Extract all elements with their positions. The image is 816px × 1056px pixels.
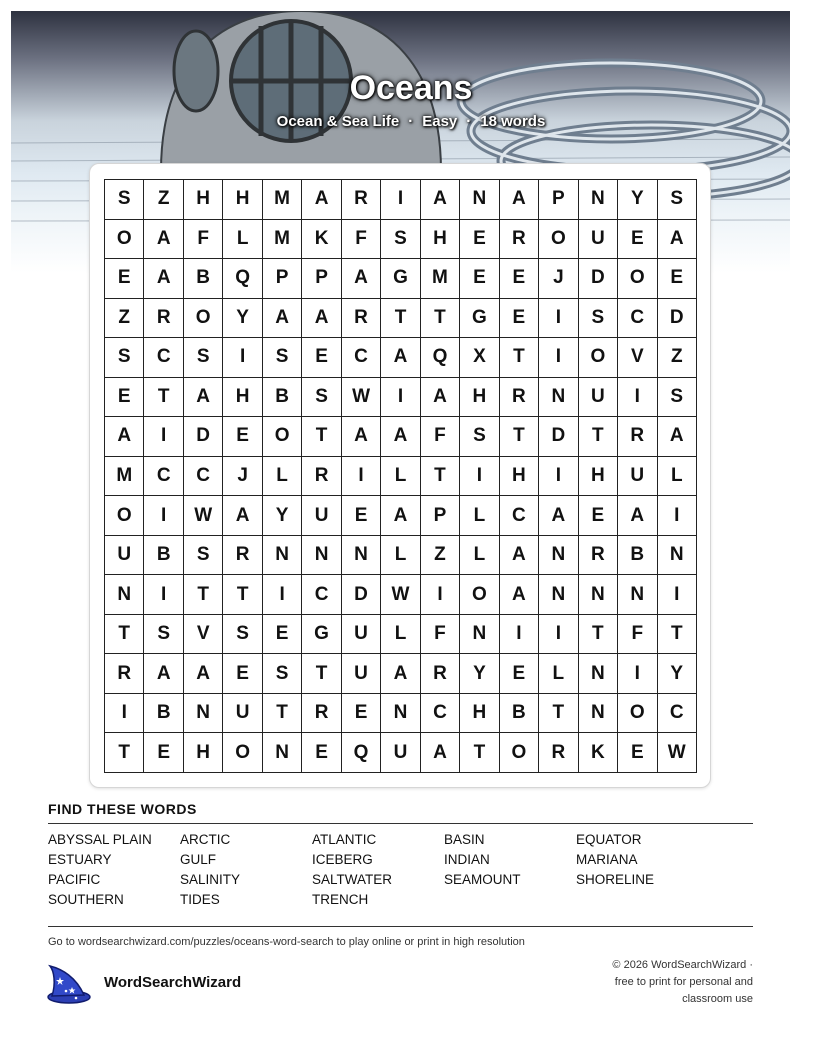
grid-cell[interactable]: P — [421, 496, 460, 536]
grid-cell[interactable]: E — [144, 733, 183, 773]
grid-cell[interactable]: A — [658, 417, 697, 457]
grid-cell[interactable]: L — [658, 457, 697, 497]
grid-cell[interactable]: T — [144, 378, 183, 418]
grid-cell[interactable]: H — [421, 220, 460, 260]
grid-cell[interactable]: A — [105, 417, 144, 457]
meta-separator: · — [466, 113, 472, 130]
copyright-line: © 2026 WordSearchWizard · — [612, 959, 753, 971]
grid-cell[interactable]: C — [618, 299, 657, 339]
grid-cell[interactable]: I — [658, 496, 697, 536]
grid-cell[interactable]: H — [579, 457, 618, 497]
grid-cell[interactable]: N — [579, 694, 618, 734]
grid-cell[interactable]: R — [144, 299, 183, 339]
grid-cell[interactable]: S — [144, 615, 183, 655]
grid-cell[interactable]: L — [460, 496, 499, 536]
grid-cell[interactable]: M — [263, 180, 302, 220]
grid-cell[interactable]: I — [105, 694, 144, 734]
word-list-item: SHORELINE — [576, 872, 655, 887]
grid-cell[interactable]: U — [342, 615, 381, 655]
grid-cell[interactable]: S — [302, 378, 341, 418]
grid-cell[interactable]: B — [184, 259, 223, 299]
word-list-item: MARIANA — [576, 852, 638, 867]
grid-cell[interactable]: D — [342, 575, 381, 615]
grid-cell[interactable]: E — [500, 299, 539, 339]
grid-cell[interactable]: E — [342, 694, 381, 734]
grid-cell[interactable]: Z — [421, 536, 460, 576]
grid-cell[interactable]: A — [381, 496, 420, 536]
grid-cell[interactable]: P — [539, 180, 578, 220]
grid-cell[interactable]: G — [302, 615, 341, 655]
grid-cell[interactable]: C — [342, 338, 381, 378]
grid-cell[interactable]: O — [618, 694, 657, 734]
grid-cell[interactable]: Z — [105, 299, 144, 339]
grid-cell[interactable]: H — [223, 180, 262, 220]
category-label: Ocean & Sea Life — [276, 113, 400, 130]
grid-cell[interactable]: R — [579, 536, 618, 576]
grid-cell[interactable]: A — [184, 378, 223, 418]
grid-cell[interactable]: O — [618, 259, 657, 299]
grid-cell[interactable]: F — [618, 615, 657, 655]
grid-cell[interactable]: A — [500, 180, 539, 220]
grid-cell[interactable]: U — [223, 694, 262, 734]
word-list-item: SEAMOUNT — [444, 872, 521, 887]
divider — [48, 823, 753, 824]
grid-cell[interactable]: V — [618, 338, 657, 378]
grid-cell[interactable]: R — [421, 654, 460, 694]
grid-cell[interactable]: Q — [342, 733, 381, 773]
grid-cell[interactable]: R — [302, 457, 341, 497]
grid-cell[interactable]: U — [618, 457, 657, 497]
word-list-item: ESTUARY — [48, 852, 112, 867]
grid-cell[interactable]: T — [223, 575, 262, 615]
grid-cell[interactable]: R — [500, 378, 539, 418]
grid-cell[interactable]: A — [144, 259, 183, 299]
copyright-line: classroom use — [682, 993, 753, 1005]
grid-cell[interactable]: W — [342, 378, 381, 418]
grid-cell[interactable]: A — [342, 259, 381, 299]
grid-cell[interactable]: E — [105, 259, 144, 299]
word-list-item: SALTWATER — [312, 872, 393, 887]
grid-cell[interactable]: N — [658, 536, 697, 576]
grid-cell[interactable]: E — [105, 378, 144, 418]
grid-cell[interactable]: S — [223, 615, 262, 655]
grid-cell[interactable]: L — [381, 615, 420, 655]
brand-name[interactable]: WordSearchWizard — [104, 974, 242, 991]
grid-cell[interactable]: E — [500, 654, 539, 694]
grid-cell[interactable]: A — [421, 180, 460, 220]
grid-cell[interactable]: L — [460, 536, 499, 576]
grid-cell[interactable]: N — [263, 733, 302, 773]
grid-cell[interactable]: N — [460, 180, 499, 220]
page-title: Oceans — [349, 69, 473, 107]
grid-cell[interactable]: A — [658, 220, 697, 260]
grid-cell[interactable]: I — [658, 575, 697, 615]
grid-cell[interactable]: N — [302, 536, 341, 576]
grid-cell[interactable]: H — [500, 457, 539, 497]
grid-cell[interactable]: U — [579, 220, 618, 260]
grid-cell[interactable]: S — [658, 180, 697, 220]
grid-cell[interactable]: S — [184, 338, 223, 378]
grid-cell[interactable]: A — [381, 654, 420, 694]
grid-cell[interactable]: N — [342, 536, 381, 576]
grid-cell[interactable]: A — [500, 575, 539, 615]
grid-cell[interactable]: C — [500, 496, 539, 536]
grid-cell[interactable]: S — [658, 378, 697, 418]
grid-cell[interactable]: E — [500, 259, 539, 299]
grid-cell[interactable]: S — [381, 220, 420, 260]
grid-cell[interactable]: D — [539, 417, 578, 457]
grid-cell[interactable]: A — [223, 496, 262, 536]
grid-cell[interactable]: A — [144, 220, 183, 260]
grid-cell[interactable]: H — [184, 180, 223, 220]
grid-cell[interactable]: T — [105, 733, 144, 773]
copyright-notice — [563, 957, 753, 1008]
word-list-item: ARCTIC — [180, 832, 231, 847]
grid-cell[interactable]: L — [223, 220, 262, 260]
grid-cell[interactable]: C — [144, 457, 183, 497]
grid-cell[interactable]: F — [342, 220, 381, 260]
word-list-item: GULF — [180, 852, 217, 867]
grid-cell[interactable]: S — [579, 299, 618, 339]
grid-cell[interactable]: Y — [460, 654, 499, 694]
grid-cell[interactable]: F — [421, 417, 460, 457]
word-list-item: TIDES — [180, 892, 220, 907]
copyright-line: free to print for personal and — [614, 976, 753, 988]
grid-cell[interactable]: Y — [618, 180, 657, 220]
grid-cell[interactable]: C — [184, 457, 223, 497]
word-list-item: SALINITY — [180, 872, 241, 887]
grid-cell[interactable]: N — [184, 694, 223, 734]
grid-cell[interactable]: A — [144, 654, 183, 694]
grid-cell[interactable]: D — [579, 259, 618, 299]
grid-cell[interactable]: Z — [144, 180, 183, 220]
grid-cell[interactable]: I — [144, 575, 183, 615]
word-list-item: EQUATOR — [576, 832, 642, 847]
grid-cell[interactable]: H — [460, 378, 499, 418]
grid-cell[interactable]: R — [618, 417, 657, 457]
word-list-heading: FIND THESE WORDS — [48, 801, 197, 817]
grid-cell[interactable]: S — [184, 536, 223, 576]
word-list-item: ABYSSAL PLAIN — [48, 832, 152, 847]
grid-cell[interactable]: N — [579, 180, 618, 220]
puzzle-meta — [11, 113, 790, 130]
grid-cell[interactable]: T — [658, 615, 697, 655]
grid-cell[interactable]: I — [381, 378, 420, 418]
grid-cell[interactable]: E — [618, 733, 657, 773]
grid-cell[interactable]: C — [421, 694, 460, 734]
grid-cell[interactable]: R — [500, 220, 539, 260]
grid-cell[interactable]: H — [460, 694, 499, 734]
grid-cell[interactable]: E — [342, 496, 381, 536]
grid-cell[interactable]: I — [421, 575, 460, 615]
word-count-label: 18 words — [480, 113, 546, 130]
meta-separator: · — [408, 113, 414, 130]
grid-cell[interactable]: O — [105, 496, 144, 536]
grid-cell[interactable]: T — [381, 299, 420, 339]
grid-cell[interactable]: I — [381, 180, 420, 220]
grid-cell[interactable]: O — [579, 338, 618, 378]
grid-cell[interactable]: S — [263, 338, 302, 378]
grid-cell[interactable]: I — [618, 378, 657, 418]
grid-cell[interactable]: T — [184, 575, 223, 615]
grid-cell[interactable]: A — [381, 338, 420, 378]
word-list-item: ICEBERG — [312, 852, 373, 867]
grid-cell[interactable]: T — [539, 694, 578, 734]
grid-cell[interactable]: T — [263, 694, 302, 734]
grid-cell[interactable]: W — [381, 575, 420, 615]
grid-cell[interactable]: D — [184, 417, 223, 457]
grid-cell[interactable]: T — [579, 615, 618, 655]
grid-cell[interactable]: S — [460, 417, 499, 457]
grid-cell[interactable]: T — [500, 338, 539, 378]
grid-cell[interactable]: E — [579, 496, 618, 536]
grid-cell[interactable]: W — [658, 733, 697, 773]
grid-cell[interactable]: R — [539, 733, 578, 773]
grid-cell[interactable]: I — [618, 654, 657, 694]
grid-cell[interactable]: N — [539, 378, 578, 418]
grid-cell[interactable]: O — [263, 417, 302, 457]
grid-cell[interactable]: F — [421, 615, 460, 655]
grid-cell[interactable]: E — [658, 259, 697, 299]
grid-cell[interactable]: D — [658, 299, 697, 339]
grid-cell[interactable]: Q — [223, 259, 262, 299]
grid-cell[interactable]: I — [223, 338, 262, 378]
grid-cell[interactable]: L — [539, 654, 578, 694]
grid-cell[interactable]: K — [302, 220, 341, 260]
grid-cell[interactable]: N — [539, 536, 578, 576]
grid-cell[interactable]: A — [381, 417, 420, 457]
grid-cell[interactable]: T — [105, 615, 144, 655]
grid-cell[interactable]: U — [302, 496, 341, 536]
grid-cell[interactable]: U — [579, 378, 618, 418]
grid-cell[interactable]: V — [184, 615, 223, 655]
grid-cell[interactable]: T — [460, 733, 499, 773]
grid-cell[interactable]: C — [302, 575, 341, 615]
letter-grid[interactable] — [104, 179, 697, 773]
grid-cell[interactable]: M — [263, 220, 302, 260]
grid-cell[interactable]: N — [381, 694, 420, 734]
grid-cell[interactable]: I — [263, 575, 302, 615]
difficulty-label: Easy — [422, 113, 458, 130]
grid-cell[interactable]: B — [500, 694, 539, 734]
grid-cell[interactable]: B — [144, 536, 183, 576]
grid-cell[interactable]: N — [539, 575, 578, 615]
grid-cell[interactable]: I — [144, 496, 183, 536]
grid-cell[interactable]: O — [223, 733, 262, 773]
grid-cell[interactable]: R — [223, 536, 262, 576]
word-list-item: BASIN — [444, 832, 485, 847]
grid-cell[interactable]: R — [105, 654, 144, 694]
grid-cell[interactable]: U — [381, 733, 420, 773]
grid-cell[interactable]: E — [223, 417, 262, 457]
grid-cell[interactable]: N — [579, 575, 618, 615]
grid-cell[interactable]: A — [184, 654, 223, 694]
grid-cell[interactable]: T — [302, 654, 341, 694]
grid-cell[interactable]: O — [184, 299, 223, 339]
grid-cell[interactable]: L — [381, 536, 420, 576]
word-list-item: INDIAN — [444, 852, 490, 867]
grid-cell[interactable]: H — [223, 378, 262, 418]
grid-cell[interactable]: N — [460, 615, 499, 655]
wizard-hat-icon — [46, 963, 92, 1005]
grid-cell[interactable]: N — [618, 575, 657, 615]
grid-cell[interactable]: A — [421, 378, 460, 418]
word-list-item: TRENCH — [312, 892, 369, 907]
grid-cell[interactable]: E — [263, 615, 302, 655]
grid-cell[interactable]: H — [184, 733, 223, 773]
grid-cell[interactable]: G — [460, 299, 499, 339]
grid-cell[interactable]: O — [500, 733, 539, 773]
divider — [48, 926, 753, 927]
grid-cell[interactable]: R — [342, 180, 381, 220]
grid-cell[interactable]: G — [381, 259, 420, 299]
grid-cell[interactable]: J — [539, 259, 578, 299]
grid-cell[interactable]: E — [302, 733, 341, 773]
word-list-item: SOUTHERN — [48, 892, 124, 907]
grid-cell[interactable]: M — [421, 259, 460, 299]
grid-cell[interactable]: L — [381, 457, 420, 497]
grid-cell[interactable]: I — [539, 457, 578, 497]
grid-cell[interactable]: E — [302, 338, 341, 378]
grid-cell[interactable]: Y — [223, 299, 262, 339]
grid-cell[interactable]: U — [105, 536, 144, 576]
grid-cell[interactable]: I — [460, 457, 499, 497]
grid-cell[interactable]: U — [342, 654, 381, 694]
grid-cell[interactable]: I — [539, 338, 578, 378]
grid-cell[interactable]: I — [144, 417, 183, 457]
grid-cell[interactable]: Q — [421, 338, 460, 378]
grid-cell[interactable]: O — [539, 220, 578, 260]
grid-cell[interactable]: Y — [263, 496, 302, 536]
grid-cell[interactable]: N — [105, 575, 144, 615]
grid-cell[interactable]: Z — [658, 338, 697, 378]
grid-cell[interactable]: E — [460, 220, 499, 260]
grid-cell[interactable]: N — [579, 654, 618, 694]
grid-cell[interactable]: I — [342, 457, 381, 497]
grid-cell[interactable]: R — [302, 694, 341, 734]
grid-cell[interactable]: E — [618, 220, 657, 260]
grid-cell[interactable]: A — [342, 417, 381, 457]
grid-cell[interactable]: L — [263, 457, 302, 497]
grid-cell[interactable]: B — [144, 694, 183, 734]
grid-cell[interactable]: T — [579, 417, 618, 457]
grid-cell[interactable]: N — [263, 536, 302, 576]
grid-cell[interactable]: T — [421, 299, 460, 339]
word-list-item: ATLANTIC — [312, 832, 377, 847]
grid-cell[interactable]: C — [658, 694, 697, 734]
grid-cell[interactable]: P — [263, 259, 302, 299]
grid-cell[interactable]: Y — [658, 654, 697, 694]
grid-cell[interactable]: A — [302, 180, 341, 220]
grid-cell[interactable]: T — [500, 417, 539, 457]
grid-cell[interactable]: A — [302, 299, 341, 339]
grid-cell[interactable]: O — [105, 220, 144, 260]
grid-cell[interactable]: A — [618, 496, 657, 536]
grid-cell[interactable]: B — [618, 536, 657, 576]
grid-cell[interactable]: S — [105, 180, 144, 220]
footer-link-text[interactable]: Go to wordsearchwizard.com/puzzles/oceans-word-search to play online or print in high resolution — [48, 936, 525, 948]
grid-cell[interactable]: I — [500, 615, 539, 655]
grid-cell[interactable]: W — [184, 496, 223, 536]
grid-cell[interactable]: S — [105, 338, 144, 378]
grid-cell[interactable]: T — [421, 457, 460, 497]
grid-cell[interactable]: X — [460, 338, 499, 378]
grid-cell[interactable]: M — [105, 457, 144, 497]
grid-cell[interactable]: C — [144, 338, 183, 378]
grid-cell[interactable]: S — [263, 654, 302, 694]
grid-cell[interactable]: R — [342, 299, 381, 339]
word-list-item: PACIFIC — [48, 872, 101, 887]
grid-cell[interactable]: J — [223, 457, 262, 497]
grid-cell[interactable]: A — [421, 733, 460, 773]
grid-cell[interactable]: A — [500, 536, 539, 576]
word-list — [48, 832, 728, 912]
grid-cell[interactable]: K — [579, 733, 618, 773]
grid-cell[interactable]: A — [539, 496, 578, 536]
grid-cell[interactable]: A — [263, 299, 302, 339]
grid-cell[interactable]: T — [302, 417, 341, 457]
grid-cell[interactable]: I — [539, 615, 578, 655]
grid-cell[interactable]: E — [223, 654, 262, 694]
grid-cell[interactable]: B — [263, 378, 302, 418]
grid-cell[interactable]: O — [460, 575, 499, 615]
grid-cell[interactable]: I — [539, 299, 578, 339]
grid-cell[interactable]: F — [184, 220, 223, 260]
grid-cell[interactable]: E — [460, 259, 499, 299]
grid-cell[interactable]: P — [302, 259, 341, 299]
